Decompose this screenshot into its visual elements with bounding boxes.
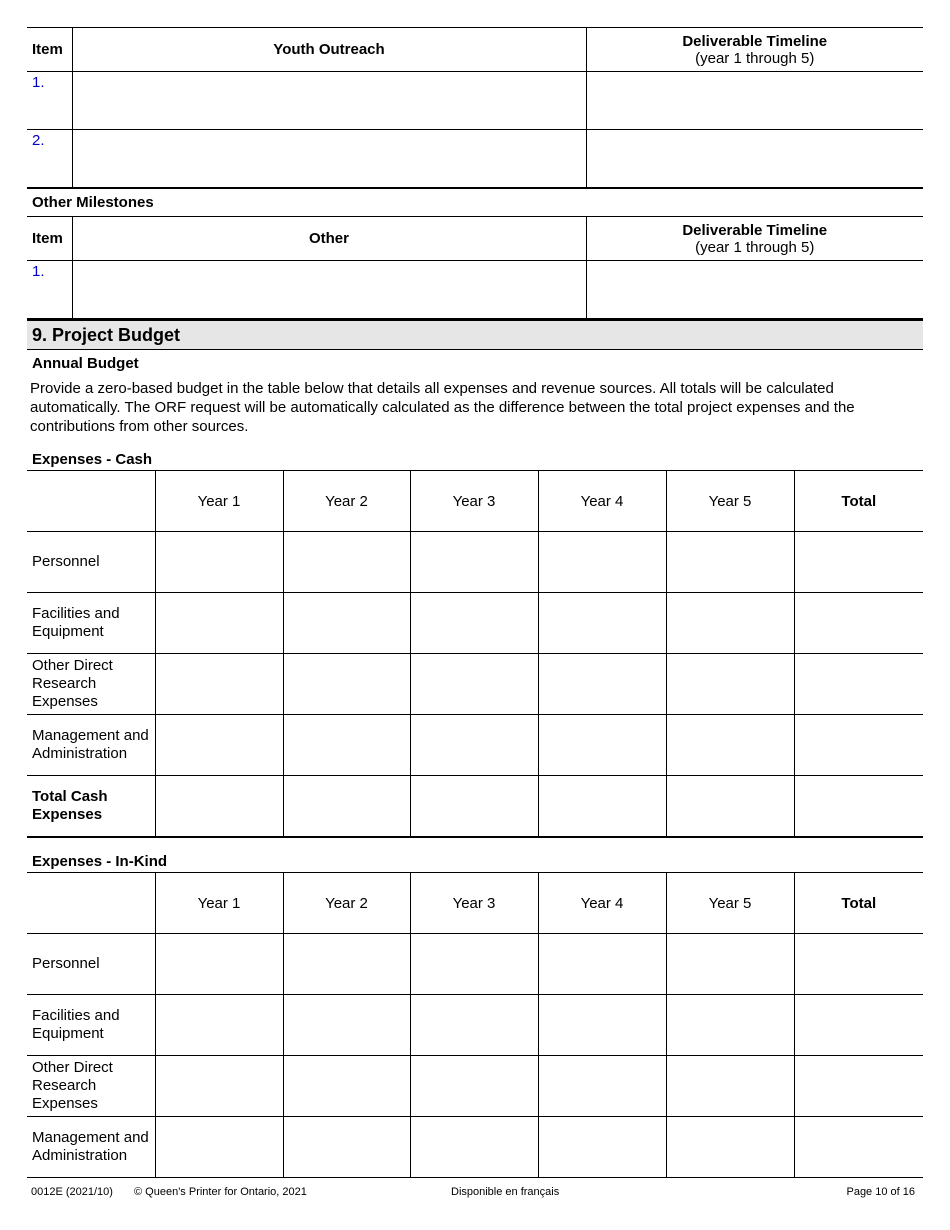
budget-cell[interactable] <box>410 715 538 776</box>
youth-outreach-table <box>27 27 923 189</box>
row-label: Other Direct Research Expenses <box>27 654 155 715</box>
year-4-header: Year 4 <box>538 471 666 532</box>
year-3-header: Year 3 <box>410 873 538 934</box>
other-milestones-heading: Other Milestones <box>32 194 154 211</box>
total-header: Total <box>794 873 923 934</box>
table-row <box>27 261 923 319</box>
budget-cell[interactable] <box>666 715 794 776</box>
total-cell <box>410 776 538 838</box>
row-label-header <box>27 471 155 532</box>
timeline-field-2[interactable] <box>586 130 923 189</box>
budget-cell[interactable] <box>538 1117 666 1178</box>
section-title: 9. Project Budget <box>27 319 923 350</box>
budget-cell[interactable] <box>410 1117 538 1178</box>
table-row <box>27 934 923 995</box>
timeline-header-sub: (year 1 through 5) <box>695 238 815 256</box>
budget-cell[interactable] <box>283 934 410 995</box>
budget-cell[interactable] <box>666 934 794 995</box>
row-label: Management and Administration <box>27 715 155 776</box>
budget-cell[interactable] <box>666 1117 794 1178</box>
year-5-header: Year 5 <box>666 873 794 934</box>
budget-cell[interactable] <box>538 532 666 593</box>
budget-cell[interactable] <box>155 593 283 654</box>
other-header: Other <box>72 217 586 261</box>
budget-cell[interactable] <box>410 1056 538 1117</box>
youth-outreach-field-2[interactable] <box>72 130 586 189</box>
budget-cell[interactable] <box>410 593 538 654</box>
total-cell <box>794 934 923 995</box>
budget-cell[interactable] <box>155 934 283 995</box>
timeline-field-1[interactable] <box>586 72 923 130</box>
table-row <box>27 593 923 654</box>
budget-cell[interactable] <box>410 934 538 995</box>
total-cell <box>794 532 923 593</box>
year-4-header: Year 4 <box>538 873 666 934</box>
budget-cell[interactable] <box>155 654 283 715</box>
budget-instructions: Provide a zero-based budget in the table below that details all expenses and revenue sources. All totals will be calculated automatically. The ORF request will be automatically calculated as the difference between the total project expenses and the contributions from other sources. <box>30 380 855 435</box>
item-header: Item <box>27 28 72 72</box>
inkind-expenses-heading: Expenses - In-Kind <box>32 853 168 870</box>
budget-cell[interactable] <box>155 1056 283 1117</box>
year-1-header: Year 1 <box>155 873 283 934</box>
table-row <box>27 995 923 1056</box>
youth-outreach-header: Youth Outreach <box>72 28 586 72</box>
row-label: Other Direct Research Expenses <box>27 1056 155 1117</box>
budget-cell[interactable] <box>283 995 410 1056</box>
budget-cell[interactable] <box>538 1056 666 1117</box>
total-cell <box>794 1056 923 1117</box>
budget-cell[interactable] <box>666 1056 794 1117</box>
budget-cell[interactable] <box>410 654 538 715</box>
timeline-header <box>586 217 923 261</box>
budget-cell[interactable] <box>283 654 410 715</box>
budget-cell[interactable] <box>538 593 666 654</box>
budget-cell[interactable] <box>538 995 666 1056</box>
row-label: Personnel <box>27 934 155 995</box>
budget-cell[interactable] <box>410 532 538 593</box>
timeline-header-sub: (year 1 through 5) <box>695 49 815 67</box>
other-milestones-table <box>27 216 923 319</box>
item-number: 1. <box>27 72 72 130</box>
footer-left <box>31 1186 451 1198</box>
item-number: 2. <box>27 130 72 189</box>
page-number: Page 10 of 16 <box>846 1186 915 1198</box>
cash-expenses-table <box>27 470 923 838</box>
table-row <box>27 72 923 130</box>
cash-expenses-heading: Expenses - Cash <box>32 451 153 468</box>
budget-cell[interactable] <box>283 593 410 654</box>
timeline-header-label: Deliverable Timeline <box>682 32 828 50</box>
year-5-header: Year 5 <box>666 471 794 532</box>
total-header: Total <box>794 471 923 532</box>
budget-cell[interactable] <box>155 995 283 1056</box>
budget-cell[interactable] <box>155 1117 283 1178</box>
budget-cell[interactable] <box>666 995 794 1056</box>
table-row <box>27 532 923 593</box>
total-cell <box>794 1117 923 1178</box>
timeline-header-label: Deliverable Timeline <box>682 221 828 239</box>
budget-cell[interactable] <box>538 934 666 995</box>
budget-cell[interactable] <box>155 532 283 593</box>
total-cell <box>538 776 666 838</box>
budget-cell[interactable] <box>283 1056 410 1117</box>
other-field-1[interactable] <box>72 261 586 319</box>
total-cell <box>794 776 923 838</box>
year-2-header: Year 2 <box>283 873 410 934</box>
budget-cell[interactable] <box>666 654 794 715</box>
budget-cell[interactable] <box>283 715 410 776</box>
row-label: Management and Administration <box>27 1117 155 1178</box>
row-label: Facilities and Equipment <box>27 995 155 1056</box>
timeline-header <box>586 28 923 72</box>
page-footer <box>31 1186 915 1198</box>
budget-cell[interactable] <box>538 715 666 776</box>
budget-cell[interactable] <box>666 593 794 654</box>
year-2-header: Year 2 <box>283 471 410 532</box>
total-cell <box>794 715 923 776</box>
row-label: Total Cash Expenses <box>27 776 155 838</box>
table-row <box>27 715 923 776</box>
budget-cell[interactable] <box>283 532 410 593</box>
budget-cell[interactable] <box>155 715 283 776</box>
row-label: Personnel <box>27 532 155 593</box>
budget-cell[interactable] <box>666 532 794 593</box>
form-page <box>27 27 923 1178</box>
row-label: Facilities and Equipment <box>27 593 155 654</box>
table-row <box>27 776 923 838</box>
french-link: Disponible en français <box>451 1186 560 1198</box>
table-row <box>27 130 923 189</box>
annual-budget-heading: Annual Budget <box>32 355 139 372</box>
budget-cell[interactable] <box>538 654 666 715</box>
form-id: 0012E (2021/10) <box>31 1186 113 1198</box>
year-3-header: Year 3 <box>410 471 538 532</box>
table-row <box>27 654 923 715</box>
total-cell <box>155 776 283 838</box>
total-cell <box>794 995 923 1056</box>
total-cell <box>794 593 923 654</box>
total-cell <box>666 776 794 838</box>
table-row <box>27 1056 923 1117</box>
total-cell <box>794 654 923 715</box>
item-number: 1. <box>27 261 72 319</box>
copyright: © Queen's Printer for Ontario, 2021 <box>134 1186 307 1198</box>
item-header: Item <box>27 217 72 261</box>
inkind-expenses-table <box>27 872 923 1178</box>
year-1-header: Year 1 <box>155 471 283 532</box>
budget-cell[interactable] <box>283 1117 410 1178</box>
youth-outreach-field-1[interactable] <box>72 72 586 130</box>
budget-cell[interactable] <box>410 995 538 1056</box>
row-label-header <box>27 873 155 934</box>
table-row <box>27 1117 923 1178</box>
other-timeline-field-1[interactable] <box>586 261 923 319</box>
total-cell <box>283 776 410 838</box>
